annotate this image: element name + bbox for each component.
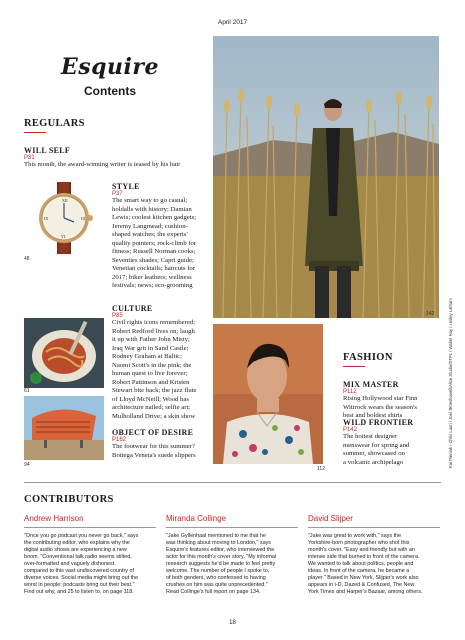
divider xyxy=(308,527,440,528)
entry-text: Civil rights icons remembered; Robert Redford lives on; laugh it up with Father John Misty; Iraq War grit in Sand Castle; Rodney Graham at Baltic; Naomi Scott's in the pink; the human quest to live forever; Robert Pattinson and Kristen Stewart bite back; the jazz flute of Lloyd McNeill; Wood has architecture nailed; selfie art; Mulholland Drive; a skin show xyxy=(112,319,197,420)
contributor-andrew-harrison xyxy=(24,514,156,596)
entry-mix-master xyxy=(343,380,443,421)
image-page-number: 48 xyxy=(24,256,30,262)
contributor-bio: "Jake was great to work with," says the Yorkshire-born photographer who shot this month's cover. "Easy and friendly but with an intense side that burned in front of the camera. We wanted to talk about politics, people and ideas. In front of the camera, he became a player." Based in New York, Slijper's work also appears in i-D, Dazed & Confused, The New York Times and Harper's Bazaar, among others. xyxy=(308,533,423,595)
pavilion-image xyxy=(24,396,104,460)
section-heading-contributors: CONTRIBUTORS xyxy=(24,494,114,505)
contributor-name: David Slijper xyxy=(308,514,353,523)
section-heading-fashion: FASHION xyxy=(343,352,393,363)
divider xyxy=(24,527,156,528)
entry-title: STYLE xyxy=(112,182,140,191)
photo-credit: Kai Pieniak / Chris Lauri / Joel Tetteshowell/Alice Studio/DTPL / Walter Hay / Lesley Latham xyxy=(448,298,453,468)
svg-text:VI: VI xyxy=(61,234,66,239)
page-number: 18 xyxy=(229,620,236,626)
svg-text:IX: IX xyxy=(44,216,49,221)
page-ref: P37 xyxy=(112,191,123,197)
issue-date: April 2017 xyxy=(217,19,248,26)
entry-style xyxy=(112,182,212,291)
entry-text: This month, the award-winning writer is teased by his hair xyxy=(24,161,181,168)
page-ref: P31 xyxy=(24,155,35,161)
contributor-name: Miranda Collinge xyxy=(166,514,227,523)
section-rule xyxy=(343,366,365,367)
entry-text: The hottest designer menswear for spring and summer, showcased on a volcanic archipelago xyxy=(343,433,410,466)
page-ref: P85 xyxy=(112,313,123,319)
entry-title: WILL SELF xyxy=(24,146,71,155)
image-page-number: 61 xyxy=(24,388,30,394)
volcanic-field-photo xyxy=(213,36,439,318)
page-title: Contents xyxy=(84,84,136,98)
entry-text: The footwear for this summer? Bottega Veneta's suede slippers xyxy=(112,443,196,459)
entry-text: The smart way to go casual; holdalls with history; Damian Lewis; coolest kitchen gadgets; Jeremy Langmead; cushion- shaped watches; the experts' quality pointers; rock-climb for fitness; Russell Norman cooks; Seventies shades; Capri guide; Venetian cocktails; haircuts for 2017; biker leathers; wellness festivals; news; eco-grooming xyxy=(112,197,197,289)
portrait-photo xyxy=(213,324,323,464)
entry-object-of-desire xyxy=(112,428,212,460)
pasta-image xyxy=(24,318,104,388)
page-ref: P162 xyxy=(112,437,127,443)
contributor-name: Andrew Harrison xyxy=(24,514,84,523)
entry-title: MIX MASTER xyxy=(343,380,399,389)
entry-title: WILD FRONTIER xyxy=(343,418,414,427)
image-page-number: 94 xyxy=(24,462,30,468)
esquire-logo: Esquire xyxy=(61,54,159,80)
entry-will-self xyxy=(24,146,214,170)
divider xyxy=(166,527,298,528)
contributor-david-slijper xyxy=(308,514,440,596)
watch-image xyxy=(24,182,104,254)
page-ref: P112 xyxy=(343,389,357,395)
entry-culture xyxy=(112,304,212,421)
contributor-bio: "Jake Gyllenhaal mentioned to me that he was thinking about moving to London," says Esquire's features editor, who interviewed the actor for this month's cover story. "My informal research suggests he'd be made to feel pretty welcome. The number of people I spoke to, of both genders, who confessed to having crushes on him was quite unprecedented." Read Collinge's full report on page 134. xyxy=(166,533,277,595)
section-heading-regulars: REGULARS xyxy=(24,118,85,129)
divider xyxy=(24,482,441,483)
contributor-miranda-collinge xyxy=(166,514,298,596)
entry-text: Rising Hollywood star Finn Wittrock wears the season's best and boldest shirts xyxy=(343,395,418,419)
section-rule xyxy=(24,132,46,133)
entry-wild-frontier xyxy=(343,418,443,467)
page-ref: P142 xyxy=(343,427,358,433)
contributor-bio: "Once you go podcast you never go back," says the contributing editor, who explains why the digital audio shows are experiencing a new boom. "Conventional talk radio seems stilted, over-formatted and vaguely dishonest compared to this vast undiscovered country of diverse voices. Social media might bring out the worst in people; podcasts bring out their best." Find out why, and 25 to listen to, on page 118. xyxy=(24,533,139,595)
entry-title: CULTURE xyxy=(112,304,153,313)
image-page-number: 112 xyxy=(317,466,325,472)
svg-text:XII: XII xyxy=(62,198,68,203)
image-page-number: 142 xyxy=(426,311,435,317)
svg-text:III: III xyxy=(81,216,85,221)
entry-title: OBJECT OF DESIRE xyxy=(112,428,194,437)
